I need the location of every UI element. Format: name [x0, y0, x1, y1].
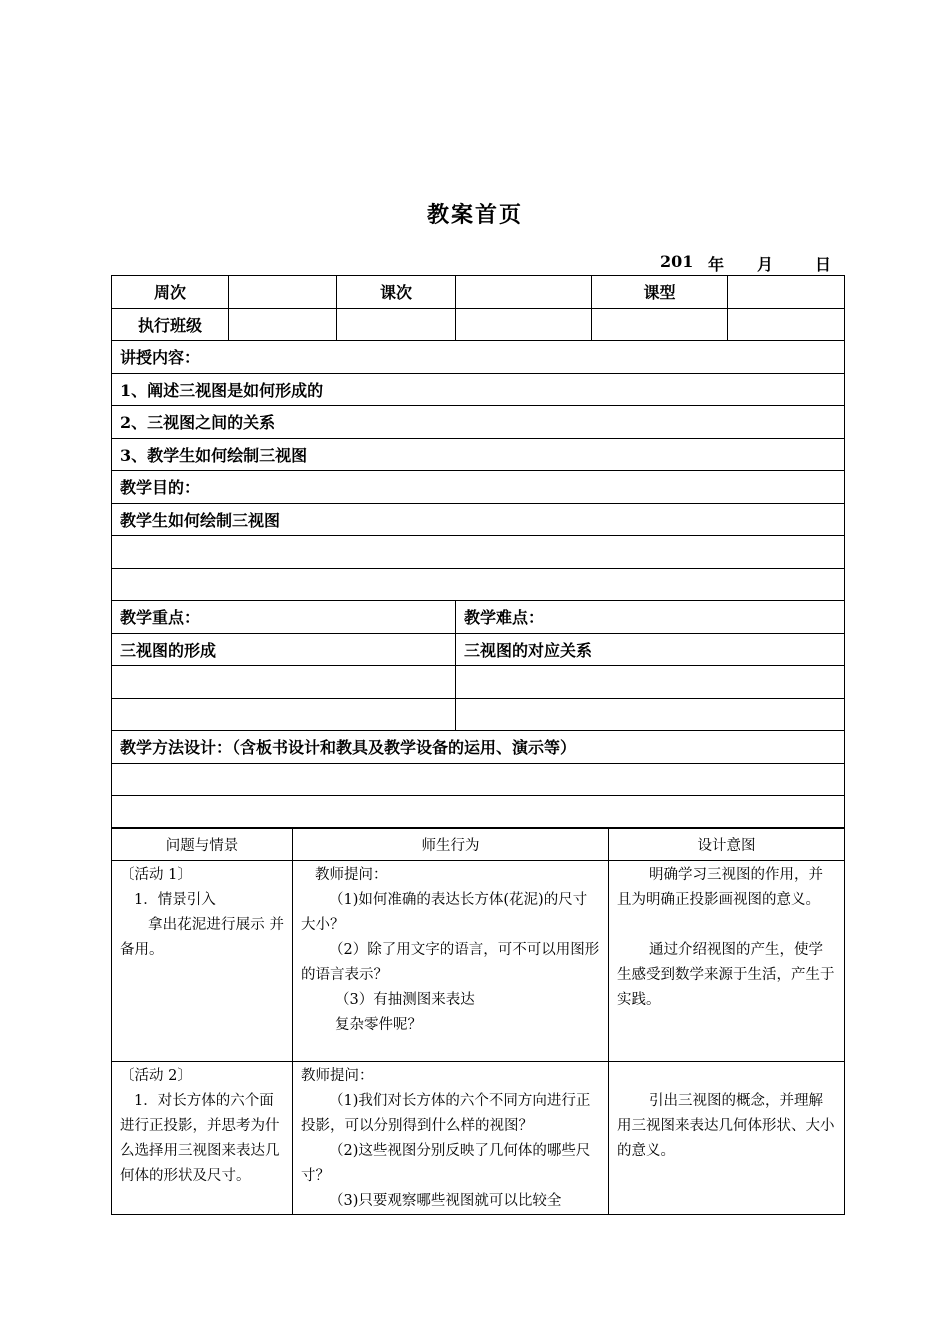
- blank-cell[interactable]: [592, 308, 728, 341]
- lesson-info-table: [111, 275, 845, 829]
- content-item: 3、教学生如何绘制三视图: [112, 438, 845, 471]
- question: （3)只要观察哪些视图就可以比较全: [329, 1193, 562, 1209]
- scene-text: 拿出花泥进行展示 并备用。: [120, 917, 284, 958]
- goal-text: 教学生如何绘制三视图: [112, 503, 845, 536]
- activity2-action: [293, 1062, 609, 1215]
- scene-step: 1．情景引入: [134, 892, 216, 908]
- goal-label: 教学目的：: [112, 471, 845, 504]
- question: （1)我们对长方体的六个不同方向进行正投影，可以分别得到什么样的视图？: [301, 1093, 591, 1134]
- scene-text: 1．对长方体的六个面进行正投影，并思考为什么选择用三视图来表达几何体的形状及尺寸。: [120, 1093, 280, 1184]
- intent-spacer: [617, 913, 836, 938]
- difficulty-blank[interactable]: [456, 666, 845, 699]
- question: 复杂零件呢？: [335, 1017, 422, 1033]
- class-value[interactable]: [229, 308, 337, 341]
- question: （2)这些视图分别反映了几何体的哪些尺寸？: [301, 1143, 591, 1184]
- method-label: 教学方法设计：（含板书设计和教具及教学设备的运用、演示等）: [112, 731, 845, 764]
- difficulty-label: 教学难点：: [456, 601, 845, 634]
- activity1-intent: [609, 861, 845, 1062]
- focus-label: 教学重点：: [112, 601, 456, 634]
- intent-spacer: [617, 1064, 836, 1089]
- activity2-scene: [112, 1062, 293, 1215]
- date-year-unit: 年: [708, 255, 725, 274]
- process-header-intent: 设计意图: [609, 828, 845, 861]
- process-table: [111, 827, 845, 1215]
- activity-title: 〔活动 2〕: [120, 1068, 192, 1084]
- question: （2）除了用文字的语言，可不可以用图形的语言表示？: [301, 942, 600, 983]
- activity1-scene: [112, 861, 293, 1062]
- focus-text: 三视图的形成: [112, 633, 456, 666]
- activity1-action: [293, 861, 609, 1062]
- blank-cell[interactable]: [456, 308, 592, 341]
- lesson-value[interactable]: [456, 276, 592, 309]
- blank-cell[interactable]: [728, 308, 845, 341]
- type-label: 课型: [592, 276, 728, 309]
- activity-title: 〔活动 1〕: [120, 867, 192, 883]
- content-item: 2、三视图之间的关系: [112, 406, 845, 439]
- intent-text: 明确学习三视图的作用，并且为明确正投影画视图的意义。: [617, 867, 823, 908]
- goal-blank-row[interactable]: [112, 536, 845, 569]
- method-blank-row[interactable]: [112, 763, 845, 796]
- teacher-ask: 教师提问：: [315, 867, 388, 883]
- goal-blank-row[interactable]: [112, 568, 845, 601]
- lesson-label: 课次: [337, 276, 456, 309]
- method-blank-row[interactable]: [112, 796, 845, 829]
- page-title: 教案首页: [426, 202, 523, 228]
- week-value[interactable]: [229, 276, 337, 309]
- process-header-action: 师生行为: [293, 828, 609, 861]
- date-day-unit: 日: [815, 255, 832, 274]
- difficulty-blank[interactable]: [456, 698, 845, 731]
- type-value[interactable]: [728, 276, 845, 309]
- focus-blank[interactable]: [112, 698, 456, 731]
- date-month-unit: 月: [757, 255, 774, 274]
- blank-cell[interactable]: [337, 308, 456, 341]
- intent-text: 通过介绍视图的产生，使学生感受到数学来源于生活，产生于实践。: [617, 942, 835, 1008]
- class-label: 执行班级: [112, 308, 229, 341]
- content-item: 1、阐述三视图是如何形成的: [112, 373, 845, 406]
- intent-text: 引出三视图的概念，并理解用三视图来表达几何体形状、大小的意义。: [617, 1093, 835, 1159]
- content-label: 讲授内容：: [112, 341, 845, 374]
- activity2-intent: [609, 1062, 845, 1215]
- difficulty-text: 三视图的对应关系: [456, 633, 845, 666]
- date-year: 201: [660, 252, 694, 271]
- focus-blank[interactable]: [112, 666, 456, 699]
- question: （3）有抽测图来表达: [335, 992, 475, 1008]
- week-label: 周次: [112, 276, 229, 309]
- process-header-scene: 问题与情景: [112, 828, 293, 861]
- question: （1)如何准确的表达长方体(花泥)的尺寸大小？: [301, 892, 588, 933]
- teacher-ask: 教师提问：: [301, 1068, 374, 1084]
